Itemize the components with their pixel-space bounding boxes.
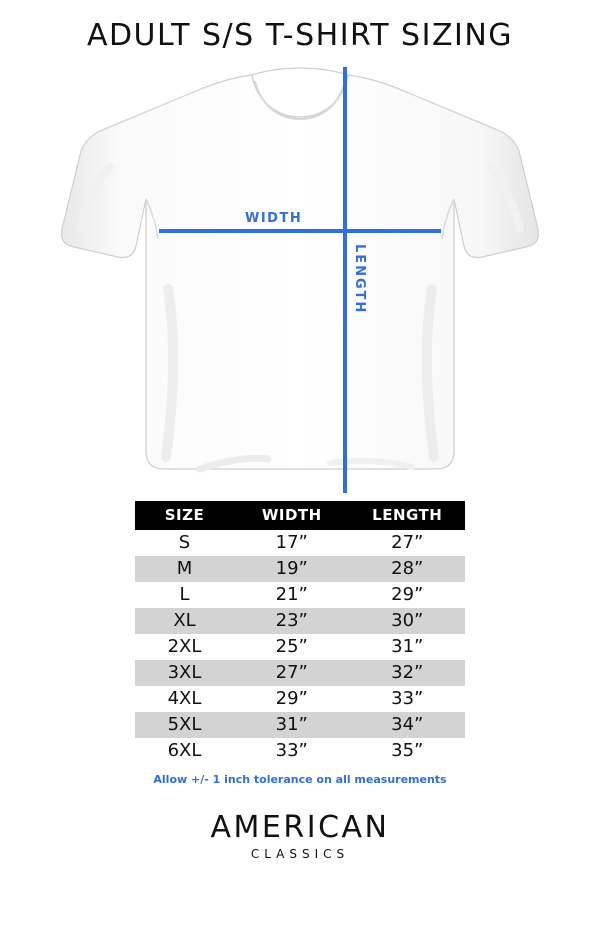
page-title: ADULT S/S T-SHIRT SIZING — [86, 18, 514, 53]
table-row — [135, 530, 465, 556]
size-table — [135, 501, 465, 764]
cell-size: XL — [135, 608, 234, 634]
tolerance-note: Allow +/- 1 inch tolerance on all measurements — [153, 773, 447, 786]
cell-size: S — [135, 530, 234, 556]
cell-size: 4XL — [135, 686, 234, 712]
size-table-body — [135, 530, 465, 764]
table-row — [135, 556, 465, 582]
brand-subtitle: CLASSICS — [250, 847, 350, 861]
cell-length: 35” — [350, 738, 466, 764]
tshirt-diagram — [0, 59, 600, 499]
cell-length: 30” — [350, 608, 466, 634]
brand-name: AMERICAN — [210, 810, 390, 845]
cell-width: 31” — [234, 712, 350, 738]
cell-width: 29” — [234, 686, 350, 712]
cell-length: 33” — [350, 686, 466, 712]
header-length: LENGTH — [350, 501, 466, 530]
table-row — [135, 712, 465, 738]
header-size: SIZE — [135, 501, 234, 530]
cell-size: L — [135, 582, 234, 608]
cell-width: 19” — [234, 556, 350, 582]
cell-width: 25” — [234, 634, 350, 660]
size-table-container — [135, 501, 465, 764]
cell-length: 31” — [350, 634, 466, 660]
width-label: WIDTH — [245, 211, 303, 226]
table-row — [135, 738, 465, 764]
shirt-body — [62, 75, 539, 469]
table-row — [135, 608, 465, 634]
cell-length: 32” — [350, 660, 466, 686]
cell-width: 23” — [234, 608, 350, 634]
tshirt-illustration — [0, 59, 600, 499]
cell-size: 3XL — [135, 660, 234, 686]
cell-size: M — [135, 556, 234, 582]
table-row — [135, 582, 465, 608]
cell-size: 6XL — [135, 738, 234, 764]
cell-length: 34” — [350, 712, 466, 738]
cell-width: 17” — [234, 530, 350, 556]
cell-width: 21” — [234, 582, 350, 608]
cell-width: 33” — [234, 738, 350, 764]
table-row — [135, 660, 465, 686]
cell-size: 2XL — [135, 634, 234, 660]
header-width: WIDTH — [234, 501, 350, 530]
length-label: LENGTH — [352, 244, 367, 315]
brand-logo — [211, 810, 390, 861]
table-row — [135, 686, 465, 712]
cell-size: 5XL — [135, 712, 234, 738]
table-row — [135, 634, 465, 660]
size-table-head — [135, 501, 465, 530]
table-header-row — [135, 501, 465, 530]
cell-length: 29” — [350, 582, 466, 608]
cell-length: 27” — [350, 530, 466, 556]
cell-width: 27” — [234, 660, 350, 686]
cell-length: 28” — [350, 556, 466, 582]
